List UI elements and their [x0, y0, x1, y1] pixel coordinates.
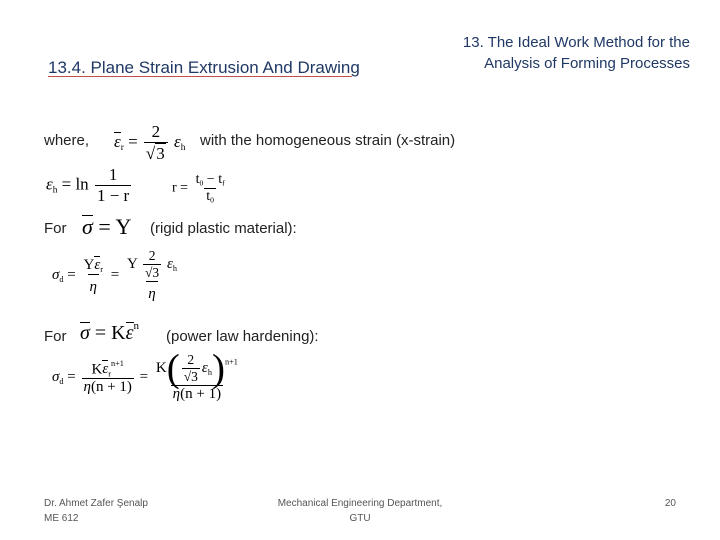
chapter-title-line-2: Analysis of Forming Processes: [484, 55, 690, 72]
chapter-title-line-1: 13. The Ideal Work Method for the: [462, 34, 690, 51]
department-name: Mechanical Engineering Department,: [277, 498, 443, 509]
equation-reduction: r = $\frac{t_0 - t_f}{t_0}$: [172, 172, 225, 205]
where-label: where,: [44, 132, 90, 149]
rigid-plastic-text: (rigid plastic material):: [150, 220, 297, 237]
power-law-text: (power law hardening):: [166, 328, 319, 345]
page-number: 20: [664, 498, 676, 509]
homogeneous-strain-text: with the homogeneous strain (x-strain): [200, 132, 456, 149]
slide-title: 13.4. Plane Strain Extrusion And Drawing: [48, 58, 360, 77]
author-name: Dr. Ahmet Zafer Şenalp: [44, 498, 148, 509]
equation-drawing-stress-power: $\sigma_d$ = $\frac{K\varepsilon_r^{n+1}}{\eta(n + 1)}$ = K( $\frac{2}{√3}$ $\varepsilon_h)^{n+1}$ η(n + 1): [52, 346, 238, 402]
course-code: ME 612: [44, 513, 79, 524]
equation-homogeneous-strain: $\varepsilon_h = \ln$ $\frac{1}{1 - r}$: [46, 165, 130, 205]
equation-flow-stress-power: $\sigma = K\varepsilon^n$: [80, 320, 139, 344]
university-name: GTU: [349, 513, 371, 524]
equation-drawing-stress-rigid: $\sigma_d$ = $\frac{Y\varepsilon_r}{\eta}$ = Y $\frac{2}{√3}$ $\varepsilon_h$ η: [52, 248, 177, 302]
equation-strain-relation: $\varepsilon_r$ = 2 √ 3 $\varepsilon_h$: [114, 122, 186, 163]
equation-flow-stress-rigid: σ = Y: [82, 214, 132, 239]
for-label-power: For: [44, 328, 67, 345]
for-label-rigid: For: [44, 220, 67, 237]
footer-author: [44, 496, 148, 526]
chapter-title: [463, 32, 690, 74]
footer-department: [240, 496, 480, 526]
